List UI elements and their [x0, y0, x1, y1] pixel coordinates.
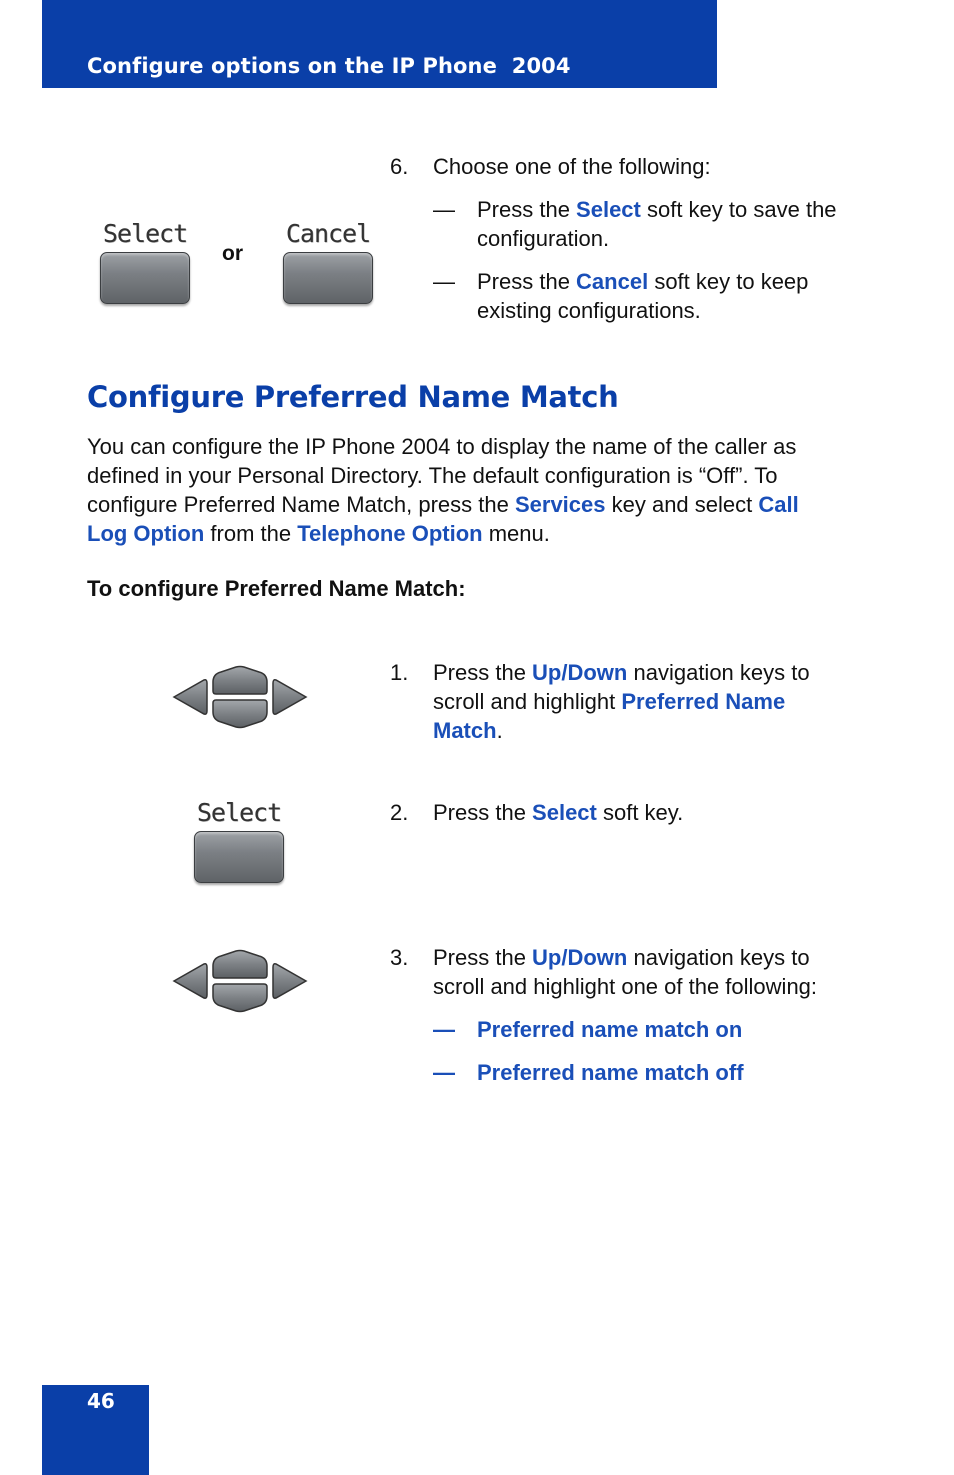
para-text: from the [204, 521, 298, 546]
cancel-softkey-button[interactable] [283, 252, 373, 304]
up-key[interactable] [213, 951, 267, 979]
option-text: Press the [477, 269, 577, 294]
cancel-softkey[interactable] [283, 218, 373, 304]
page-number: 46 [87, 1389, 115, 1413]
step-6-number: 6. [390, 154, 409, 179]
option-text: soft key to save the [640, 197, 837, 222]
navigation-keys-icon[interactable] [172, 948, 308, 1014]
select-softkey[interactable] [194, 797, 284, 883]
keyword-call: Call [758, 492, 799, 517]
keyword-up-down: Up/Down [532, 660, 628, 685]
step-1-text [433, 658, 873, 745]
para-text: You can configure the IP Phone 2004 to display the name of the caller as [87, 434, 797, 459]
left-arrow-key[interactable] [174, 964, 207, 998]
footer-bar [42, 1385, 149, 1475]
step-6-intro: Choose one of the following: [433, 154, 711, 179]
option-text: soft key to keep [648, 269, 809, 294]
keyword-select: Select [532, 800, 597, 825]
select-softkey-label: Select [102, 219, 188, 248]
step-3-number: 3. [390, 945, 409, 970]
para-text: defined in your Personal Directory. The default configuration is “Off”. To [87, 463, 778, 488]
option-preferred-name-match-off: Preferred name match off [477, 1060, 744, 1085]
option-text: Press the [477, 197, 577, 222]
option-dash: — [433, 269, 455, 294]
step-1-number: 1. [390, 660, 409, 685]
step-text: navigation keys to [627, 660, 810, 685]
select-softkey[interactable] [100, 218, 190, 304]
para-text: menu. [482, 521, 550, 546]
option-text: existing configurations. [477, 298, 701, 323]
header-title: Configure options on the IP Phone 2004 [87, 54, 571, 78]
up-key[interactable] [213, 667, 267, 695]
option-dash: — [433, 1017, 455, 1042]
keyword-cancel: Cancel [576, 269, 649, 294]
keyword-match: Match [433, 718, 497, 743]
step-6-option-select [477, 195, 877, 253]
keyword-log-option: Log Option [87, 521, 205, 546]
option-preferred-name-match-on: Preferred name match on [477, 1017, 743, 1042]
step-text: scroll and highlight one of the following: [433, 974, 818, 999]
procedure-title: To configure Preferred Name Match: [87, 576, 466, 601]
keyword-up-down: Up/Down [532, 945, 628, 970]
select-softkey-button[interactable] [194, 831, 284, 883]
option-dash: — [433, 1060, 455, 1085]
select-softkey-label: Select [196, 798, 282, 827]
step-2-number: 2. [390, 800, 409, 825]
step-text: Press the [433, 660, 533, 685]
option-dash: — [433, 197, 455, 222]
select-softkey-button[interactable] [100, 252, 190, 304]
section-heading: Configure Preferred Name Match [87, 380, 619, 414]
intro-paragraph [87, 432, 877, 548]
left-arrow-key[interactable] [174, 680, 207, 714]
option-text: configuration. [477, 226, 610, 251]
or-label: or [222, 242, 243, 265]
step-text: navigation keys to [627, 945, 810, 970]
step-text: Press the [433, 945, 533, 970]
step-3-text [433, 943, 873, 1001]
navigation-keys-icon[interactable] [172, 664, 308, 730]
step-text: scroll and highlight [433, 689, 622, 714]
down-key[interactable] [213, 984, 267, 1012]
step-2-text [433, 798, 683, 827]
step-6-option-cancel [477, 267, 877, 325]
keyword-telephone-option: Telephone Option [297, 521, 483, 546]
cancel-softkey-label: Cancel [285, 219, 371, 248]
step-text: soft key. [596, 800, 684, 825]
down-key[interactable] [213, 700, 267, 728]
keyword-select: Select [576, 197, 641, 222]
para-text: configure Preferred Name Match, press the [87, 492, 515, 517]
right-arrow-key[interactable] [273, 680, 306, 714]
right-arrow-key[interactable] [273, 964, 306, 998]
para-text: key and select [605, 492, 759, 517]
keyword-services: Services [514, 492, 606, 517]
header-bar [42, 0, 717, 88]
keyword-preferred-name: Preferred Name [621, 689, 786, 714]
step-text: . [496, 718, 503, 743]
step-text: Press the [433, 800, 533, 825]
